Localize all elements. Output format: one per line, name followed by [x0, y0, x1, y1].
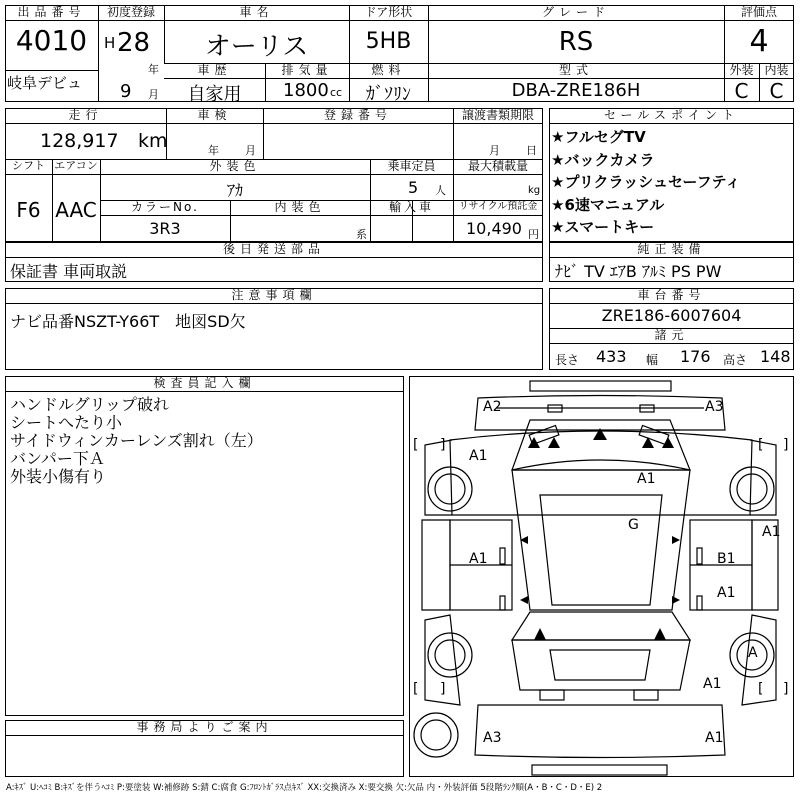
color-number-label: カラーNo. — [131, 200, 199, 214]
history-label: 車歴 — [197, 63, 232, 77]
mark-rear-right-bumper: A1 — [705, 730, 724, 746]
dimensions-label: 諸元 — [654, 328, 689, 342]
mark-left-door: A1 — [469, 551, 488, 567]
width-label: 幅 — [646, 353, 659, 367]
exterior-grade-label: 外装 — [729, 63, 754, 77]
displacement: 1800 — [283, 80, 329, 101]
bracket-front-left-open: [ — [413, 437, 419, 453]
mark-front-right-bumper: A3 — [705, 399, 724, 415]
genuine-equipment-label: 純正装備 — [637, 242, 706, 256]
door-type-label: ドア形状 — [364, 5, 413, 19]
exterior-color-label: 外装色 — [209, 159, 261, 173]
bracket-rear-right-open: [ — [758, 681, 764, 697]
inspector-notes — [10, 396, 263, 486]
mark-windshield: G — [628, 517, 639, 533]
legend-text: A:ｷｽﾞ U:ﾍｺﾐ B:ｷｽﾞを伴うﾍｺﾐ P:要塗装 W:補修跡 S:錆 C:腐食 G:ﾌﾛﾝﾄｶﾞﾗｽ点ｷｽﾞ XX:交換済み X:要交換 欠:欠品 内・外装評価 5段階ﾗﾝｸ順(A・B・C・D・E) 2 — [6, 783, 603, 793]
bracket-rear-left-close: ] — [440, 681, 446, 697]
car-name: オーリス — [204, 32, 309, 62]
chassis-number-label: 車台番号 — [637, 288, 706, 302]
import-label: 輸入車 — [388, 200, 434, 214]
mark-right-rear-door: A1 — [717, 585, 736, 601]
inspector-note-line: サイドウィンカーレンズ割れ（左） — [10, 431, 263, 450]
recycle-fee-label: リサイクル預託金 — [458, 201, 538, 212]
mark-front-left-bumper: A2 — [483, 399, 502, 415]
displacement-unit: cc — [330, 86, 343, 99]
bracket-front-left-close: ] — [440, 437, 446, 453]
mark-right-fender: A1 — [762, 524, 781, 540]
mark-hood: A1 — [637, 471, 656, 487]
max-load-label: 最大積載量 — [467, 159, 528, 173]
year-unit: 年 — [148, 63, 159, 76]
inspector-note-line: ハンドルグリップ破れ — [10, 395, 170, 414]
sales-point-item: ★プリクラッシュセーフティ — [551, 173, 741, 191]
lot-number: 4010 — [15, 24, 88, 57]
later-parts: 保証書 車両取説 — [10, 262, 128, 281]
width-value: 176 — [680, 347, 711, 366]
displacement-label: 排気量 — [281, 63, 333, 77]
inspector-note-line: バンパー下Ａ — [10, 449, 105, 468]
fuel-label: 燃料 — [371, 63, 406, 77]
auction-venue: 岐阜デビュ — [7, 74, 83, 92]
bracket-rear-right-close: ] — [783, 681, 789, 697]
sales-point-item: ★スマートキー — [551, 218, 655, 236]
chassis-number: ZRE186-6007604 — [601, 306, 742, 325]
mark-right-rear-wheel: A — [748, 645, 758, 661]
office-notice-label: 事務局よりご案内 — [136, 720, 273, 734]
shift: F6 — [16, 198, 41, 222]
length-value: 433 — [596, 347, 627, 366]
interior-color-label: 内装色 — [274, 200, 326, 214]
later-parts-label: 後日発送部品 — [222, 242, 325, 256]
bracket-front-right-open: [ — [758, 437, 764, 453]
door-type: 5HB — [365, 29, 412, 54]
height-value: 148 — [760, 347, 791, 366]
first-registration-label: 初度登録 — [106, 5, 155, 19]
registration-number-label: 登録番号 — [323, 108, 392, 122]
month-unit: 月 — [148, 88, 159, 101]
era-letter: H — [104, 34, 116, 52]
registration-month: 9 — [120, 81, 132, 102]
transfer-day-unit: 日 — [526, 144, 537, 157]
car-name-label: 車名 — [239, 5, 274, 19]
bracket-front-right-close: ] — [783, 437, 789, 453]
interior-grade: C — [769, 79, 784, 103]
shift-label: シフト — [12, 159, 45, 172]
transfer-deadline-label: 譲渡書類期限 — [461, 108, 534, 122]
mark-rear-left-bumper: A3 — [483, 730, 502, 746]
mark-right-door: B1 — [717, 551, 736, 567]
fuel: ｶﾞｿﾘﾝ — [366, 84, 411, 105]
sales-points-label: セールスポイント — [604, 108, 739, 122]
capacity: 5 — [408, 178, 419, 197]
mileage: 128,917 — [40, 130, 119, 152]
color-number: 3R3 — [149, 219, 181, 238]
registration-year: 28 — [117, 28, 151, 58]
bracket-rear-left-open: [ — [413, 681, 419, 697]
capacity-unit: 人 — [435, 184, 446, 197]
exterior-color: ｱｶ — [226, 181, 243, 200]
aircon-label: エアコン — [54, 159, 98, 172]
sales-point-item: ★フルセグTV — [551, 128, 646, 146]
sales-point-item: ★バックカメラ — [551, 150, 655, 169]
inspector-note-line: 外装小傷有り — [10, 467, 107, 486]
aircon: AAC — [55, 198, 97, 222]
car-diagram — [409, 376, 794, 777]
lot-number-label: 出品番号 — [17, 5, 86, 19]
transfer-month-unit: 月 — [489, 144, 500, 157]
mark-right-rear-quarter: A1 — [703, 676, 722, 692]
model-label: 型式 — [558, 63, 593, 77]
model-code: DBA-ZRE186H — [511, 80, 641, 101]
grade-label: グレード — [541, 5, 610, 19]
exterior-grade: C — [734, 79, 749, 103]
length-label: 長さ — [555, 353, 580, 367]
grade: RS — [558, 27, 594, 57]
max-load-unit: kg — [528, 185, 541, 196]
mark-front-left-fender: A1 — [469, 448, 488, 464]
score: 4 — [749, 24, 769, 59]
height-label: 高さ — [723, 353, 748, 367]
inspection-label: 車検 — [197, 108, 232, 122]
recycle-fee: 10,490 — [466, 219, 522, 238]
inspection-year-unit: 年 — [208, 144, 219, 157]
notes-text: ナビ品番NSZT-Y66T 地図SD欠 — [10, 312, 246, 331]
inspector-label: 検査員記入欄 — [153, 376, 256, 390]
recycle-fee-unit: 円 — [528, 228, 539, 241]
inspection-month-unit: 月 — [245, 144, 256, 157]
capacity-label: 乗車定員 — [387, 159, 436, 173]
mileage-unit: km — [138, 130, 168, 152]
sales-point-item: ★6速マニュアル — [551, 195, 665, 214]
interior-color-unit: 系 — [356, 228, 367, 241]
inspector-note-line: シートへたり小 — [10, 413, 123, 432]
genuine-equipment: ﾅﾋﾞ TV ｴｱB ｱﾙﾐ PS PW — [555, 262, 722, 281]
mileage-label: 走行 — [68, 108, 103, 122]
history: 自家用 — [187, 84, 242, 105]
notes-label: 注意事項欄 — [231, 288, 317, 302]
sales-points-list — [551, 126, 740, 239]
score-label: 評価点 — [740, 5, 777, 19]
interior-grade-label: 内装 — [764, 63, 789, 77]
